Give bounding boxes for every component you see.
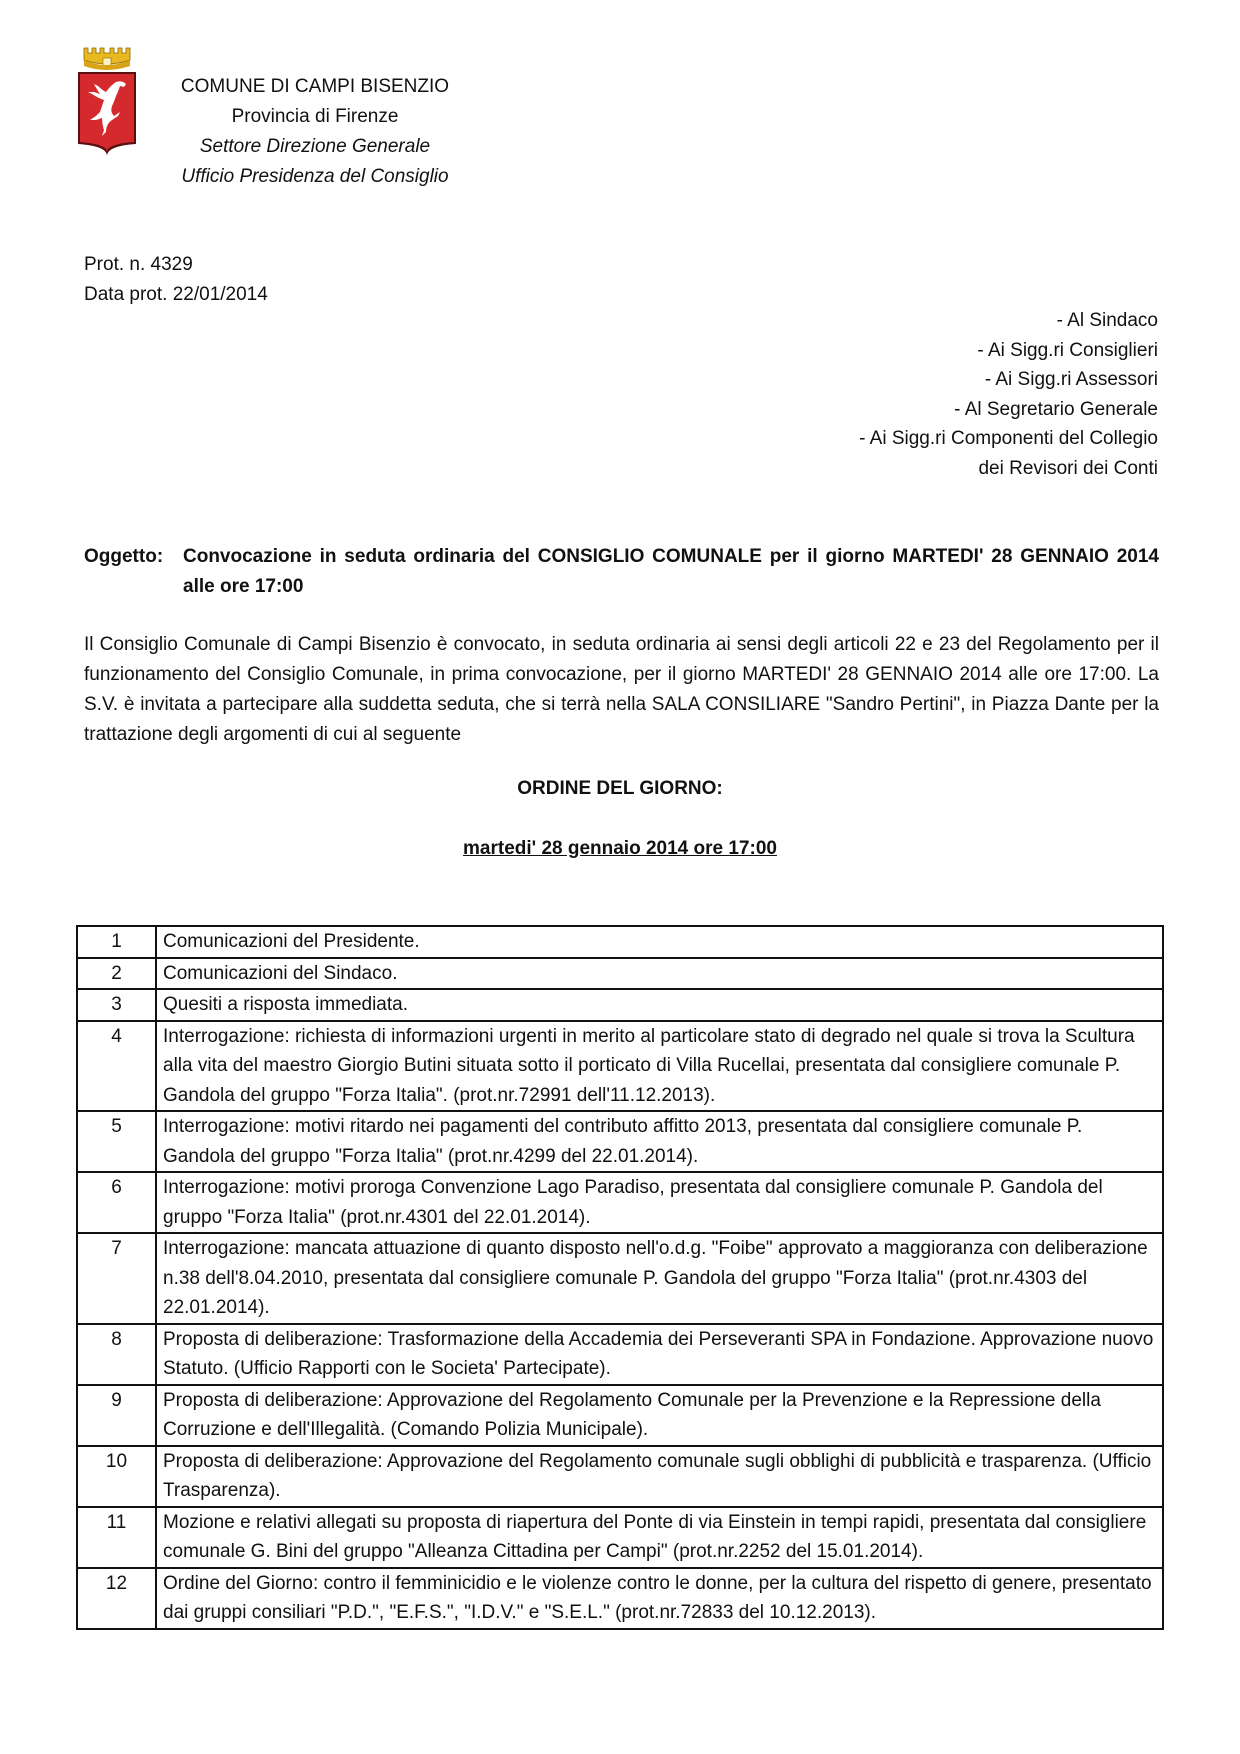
- item-text: Comunicazioni del Presidente.: [156, 926, 1163, 958]
- item-text: Quesiti a risposta immediata.: [156, 989, 1163, 1021]
- recipients-list: [859, 306, 1158, 483]
- item-text: Interrogazione: richiesta di informazioni urgenti in merito al particolare stato di degrado nel quale si trova la Scultura alla vita del maestro Giorgio Butini situata sotto il porticato di Villa Rucellai, presentata dal consigliere comunale P. Gandola del gruppo "Forza Italia". (prot.nr.72991 dell'11.12.2013).: [156, 1021, 1163, 1112]
- recipient: - Ai Sigg.ri Consiglieri: [977, 339, 1158, 361]
- item-text: Ordine del Giorno: contro il femminicidio e le violenze contro le donne, per la cultura del rispetto di genere, presentato dai gruppi consiliari "P.D.", "E.F.S.", "I.D.V." e "S.E.L." (prot.nr.72833 del 10.12.2013).: [156, 1568, 1163, 1629]
- item-number: 7: [77, 1233, 156, 1324]
- recipient: dei Revisori dei Conti: [978, 457, 1158, 479]
- table-row: [77, 989, 1163, 1021]
- province-name: Provincia di Firenze: [231, 106, 399, 127]
- subject-block: [84, 542, 1159, 602]
- item-text: Comunicazioni del Sindaco.: [156, 958, 1163, 990]
- recipient: - Ai Sigg.ri Componenti del Collegio: [859, 428, 1158, 449]
- item-number: 1: [77, 926, 156, 958]
- subject-text: Convocazione in seduta ordinaria del CONSIGLIO COMUNALE per il giorno MARTEDI' 28 GENNAIO 2014 alle ore 17:00: [183, 546, 1159, 597]
- recipient: - Ai Sigg.ri Assessori: [984, 369, 1158, 390]
- table-row: [77, 1568, 1163, 1629]
- recipient: - Al Sindaco: [1056, 310, 1158, 331]
- item-number: 3: [77, 989, 156, 1021]
- convocation-paragraph: Il Consiglio Comunale di Campi Bisenzio è convocato, in seduta ordinaria ai sensi degli articoli 22 e 23 del Regolamento per il funzionamento del Consiglio Comunale, in prima convocazione, per il giorno MARTEDI' 28 GENNAIO 2014 alle ore 17:00. La S.V. è invitata a partecipare alla suddetta seduta, che si terrà nella SALA CONSILIARE "Sandro Pertini", in Piazza Dante per la trattazione degli argomenti di cui al seguente: [84, 634, 1159, 745]
- item-number: 4: [77, 1021, 156, 1112]
- table-row: [77, 1385, 1163, 1446]
- item-number: 2: [77, 958, 156, 990]
- item-number: 9: [77, 1385, 156, 1446]
- protocol-info: [84, 250, 268, 310]
- office-name: Ufficio Presidenza del Consiglio: [181, 166, 449, 187]
- item-number: 5: [77, 1111, 156, 1172]
- table-row: [77, 1172, 1163, 1233]
- sector-name: Settore Direzione Generale: [199, 136, 431, 157]
- item-text: Interrogazione: motivi ritardo nei pagamenti del contributo affitto 2013, presentata dal consigliere comunale P. Gandola del gruppo "Forza Italia" (prot.nr.4299 del 22.01.2014).: [156, 1111, 1163, 1172]
- item-text: Proposta di deliberazione: Approvazione del Regolamento comunale sugli obblighi di pubblicità e trasparenza. (Ufficio Trasparenza).: [156, 1446, 1163, 1507]
- protocol-number: Prot. n. 4329: [84, 254, 193, 275]
- coat-of-arms-icon: [76, 46, 138, 158]
- item-text: Proposta di deliberazione: Trasformazione della Accademia dei Perseveranti SPA in Fondazione. Approvazione nuovo Statuto. (Ufficio Rapporti con le Societa' Partecipate).: [156, 1324, 1163, 1385]
- agenda-title: ORDINE DEL GIORNO:: [517, 778, 723, 799]
- table-row: [77, 958, 1163, 990]
- table-row: [77, 926, 1163, 958]
- table-row: [77, 1111, 1163, 1172]
- institution-header: [150, 72, 480, 192]
- item-number: 12: [77, 1568, 156, 1629]
- item-number: 11: [77, 1507, 156, 1568]
- municipality-name: COMUNE DI CAMPI BISENZIO: [180, 76, 450, 97]
- table-row: [77, 1324, 1163, 1385]
- table-row: [77, 1507, 1163, 1568]
- table-row: [77, 1233, 1163, 1324]
- item-text: Interrogazione: motivi proroga Convenzione Lago Paradiso, presentata dal consigliere comunale P. Gandola del gruppo "Forza Italia" (prot.nr.4301 del 22.01.2014).: [156, 1172, 1163, 1233]
- agenda-table: [76, 925, 1164, 1630]
- subject-label: Oggetto:: [84, 546, 164, 567]
- table-row: [77, 1446, 1163, 1507]
- item-number: 10: [77, 1446, 156, 1507]
- protocol-date: Data prot. 22/01/2014: [84, 284, 268, 305]
- item-text: Proposta di deliberazione: Approvazione del Regolamento Comunale per la Prevenzione e la Repressione della Corruzione e dell'Illegalità. (Comando Polizia Municipale).: [156, 1385, 1163, 1446]
- agenda-date: martedi' 28 gennaio 2014 ore 17:00: [463, 838, 777, 859]
- recipient: - Al Segretario Generale: [954, 398, 1158, 420]
- item-number: 8: [77, 1324, 156, 1385]
- item-text: Mozione e relativi allegati su proposta di riapertura del Ponte di via Einstein in tempi rapidi, presentata dal consigliere comunale G. Bini del gruppo "Alleanza Cittadina per Campi" (prot.nr.2252 del 15.01.2014).: [156, 1507, 1163, 1568]
- item-number: 6: [77, 1172, 156, 1233]
- table-row: [77, 1021, 1163, 1112]
- item-text: Interrogazione: mancata attuazione di quanto disposto nell'o.d.g. "Foibe" approvato a maggioranza con deliberazione n.38 dell'8.04.2010, presentata dal consigliere comunale P. Gandola del gruppo "Forza Italia" (prot.nr.4303 del 22.01.2014).: [156, 1233, 1163, 1324]
